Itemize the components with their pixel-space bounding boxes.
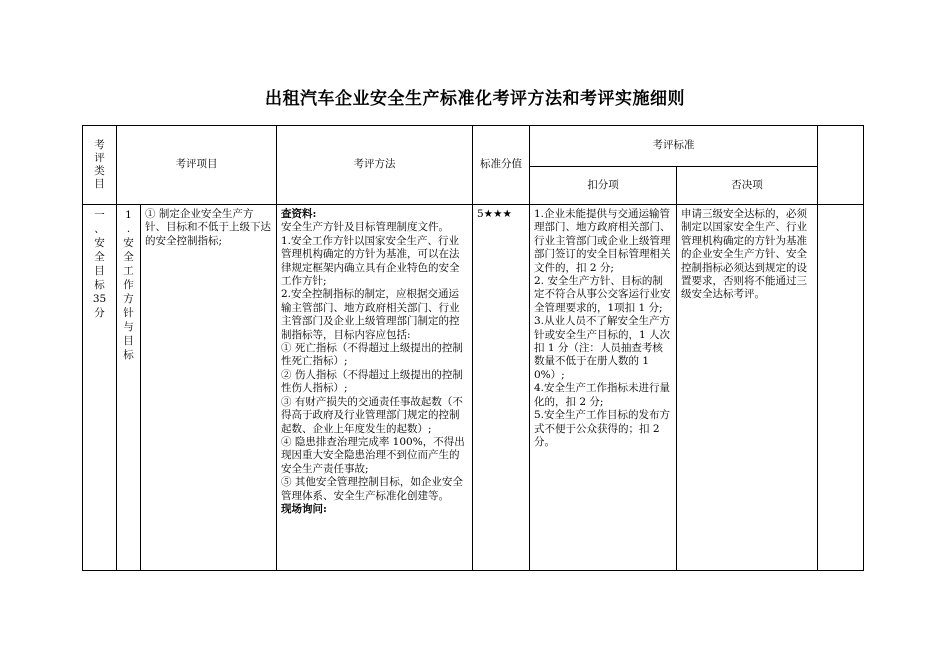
deduct-line: 5.安全生产工作目标的发布方式不便于公众获得的；扣 2 分。: [534, 409, 671, 448]
header-standard: 考评标准: [530, 126, 818, 167]
item-text-cell: ① 制定企业安全生产方针、目标和不低于上级下达的安全控制指标;: [141, 205, 277, 571]
method-line: 安全生产方针及目标管理制度文件。: [281, 221, 449, 234]
header-score: 标准分值: [473, 126, 530, 205]
method-line: ① 死亡指标（不得超过上级提出的控制性死亡指标）;: [281, 342, 463, 368]
method-line: 1.安全工作方针以国家安全生产、行业管理机构确定的方针为基准，可以在法律规定框架内确立具有企业特色的安全工作方针;: [281, 234, 460, 288]
deduct-line: 1.企业未能提供与交通运输管理部门、地方政府相关部门、行业主管部门或企业上级管理部门签订的安全目标管理相关文件的，扣 2 分;: [534, 208, 671, 274]
method-cell: [277, 205, 473, 571]
method-line: ④ 隐患排查治理完成率 100%，不得出现因重大安全隐患治理不到位而产生的安全生产责任事故;: [281, 435, 465, 475]
header-blank-cell: [818, 126, 864, 205]
header-project: 考评项目: [117, 126, 277, 205]
deduct-line: 4.安全生产工作指标未进行量化的，扣 2 分;: [534, 382, 671, 408]
blank-cell: [818, 205, 864, 571]
item-number-cell: 1 . 安 全 工 作 方 针 与 目 标: [117, 205, 141, 571]
page-title: 出租汽车企业安全生产标准化考评方法和考评实施细则: [265, 89, 685, 109]
header-deduct: 扣分项: [530, 167, 677, 205]
score-cell: 5★★★: [473, 205, 530, 571]
method-line: ② 伤人指标（不得超过上级提出的控制性伤人指标）;: [281, 368, 463, 395]
category-cell: 一 、 安 全 目 标 35 分: [83, 205, 117, 571]
deduct-line: 3.从业人员不了解安全生产方针或安全生产目标的，1 人次扣 1 分（注：人员抽查考核数量不低于在册人数的 10%）;: [534, 315, 671, 381]
header-veto: 否决项: [677, 167, 818, 205]
veto-cell: 申请三级安全达标的，必须制定以国家安全生产、行业管理机构确定的方针为基准的企业安全生产方针、安全控制指标必须达到规定的设置要求，否则将不能通过三级安全达标考评。: [677, 205, 818, 571]
header-category: 考 评 类 目: [83, 126, 117, 205]
method-heading: 查资料:: [281, 208, 317, 220]
deduct-cell: [530, 205, 677, 571]
evaluation-table: [82, 125, 864, 571]
method-line: 2.安全控制指标的制定，应根据交通运输主管部门、地方政府相关部门、行业主管部门及企业上级管理部门制定的控制指标等，目标内容应包括:: [281, 288, 460, 341]
method-line: ⑤ 其他安全管理控制目标，如企业安全管理体系、安全生产标准化创建等。: [281, 476, 463, 502]
deduct-line: 2. 安全生产方针、目标的制定不符合从事公交客运行业安全管理要求的，1项扣 1 分;: [534, 275, 671, 314]
header-method: 考评方法: [277, 126, 473, 205]
method-line: ③ 有财产损失的交通责任事故起数（不得高于政府及行业管理部门规定的控制起数、企业上年度发生的起数）;: [281, 395, 463, 435]
method-footer: 现场询问:: [281, 502, 327, 515]
